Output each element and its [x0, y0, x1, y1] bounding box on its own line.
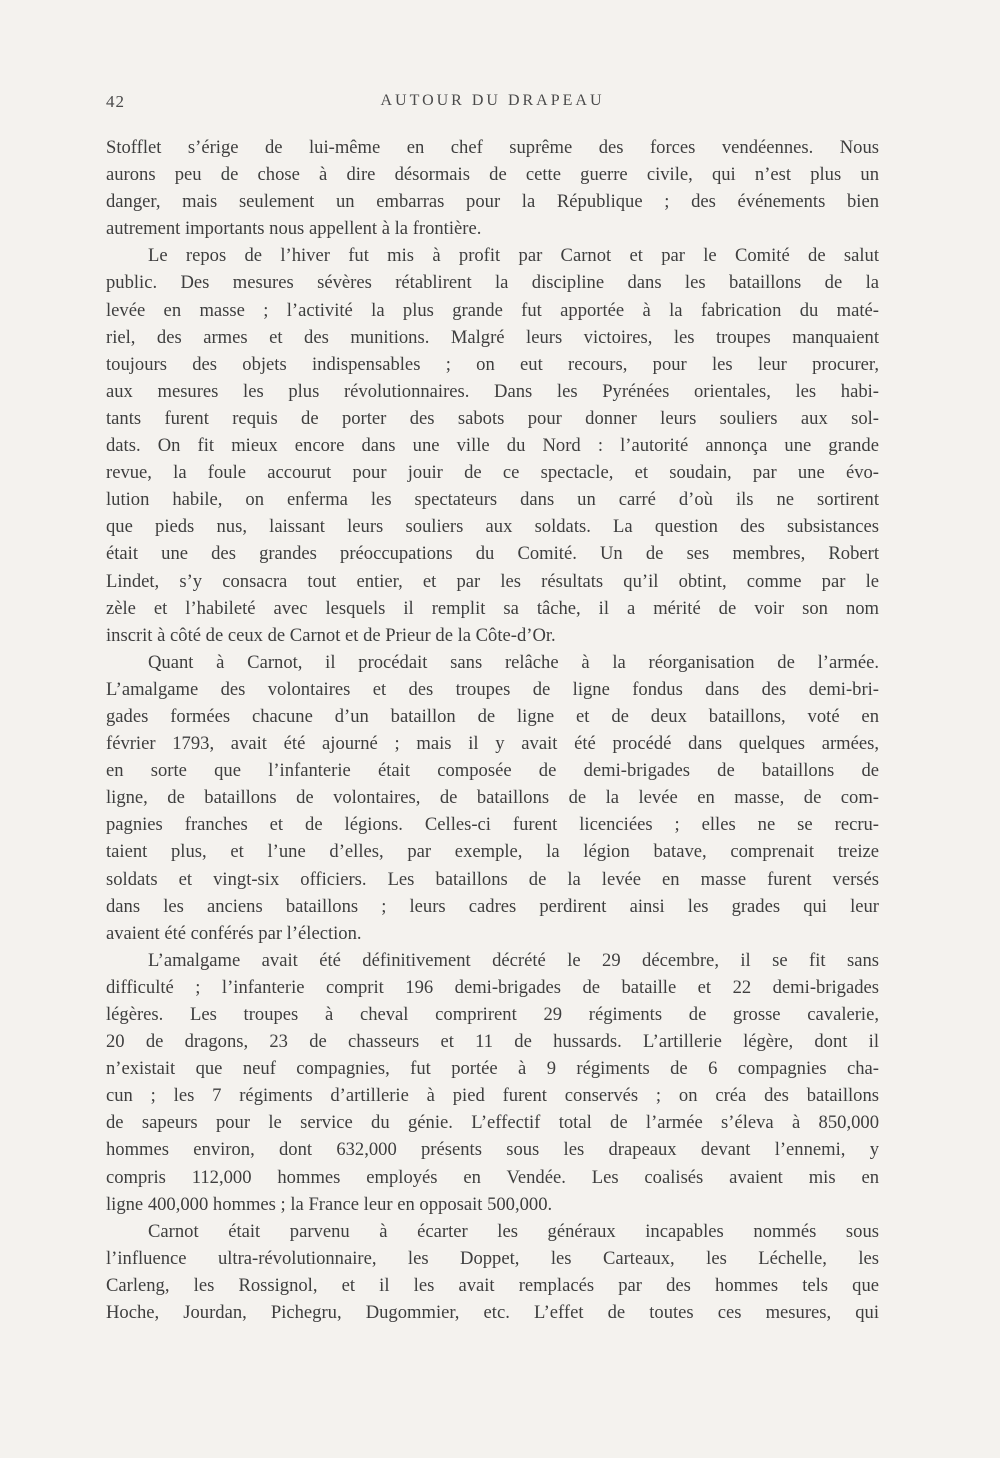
text-line: avaient été conférés par l’élection. [106, 922, 362, 944]
text-line: autrement importants nous appellent à la frontière. [106, 218, 482, 240]
text-line: Carleng, les Rossignol, et il les avait remplacés par des hommes tels que [106, 1274, 879, 1296]
text-line: Stofflet s’érige de lui-même en chef suprême des forces vendéennes. Nous [106, 137, 879, 158]
text-line: danger, mais seulement un embarras pour la République ; des événements bien [106, 191, 879, 213]
text-line: que pieds nus, laissant leurs souliers aux soldats. La question des subsistances [106, 516, 879, 538]
text-line: revue, la foule accourut pour jouir de ce spectacle, et soudain, par une évo- [106, 462, 879, 484]
paragraph [106, 649, 879, 947]
text-line: public. Des mesures sévères rétablirent la discipline dans les bataillons de la [106, 272, 879, 294]
text-line: était une des grandes préoccupations du Comité. Un de ses membres, Robert [106, 543, 879, 565]
text-line: toujours des objets indispensables ; on eut recours, pour les leur procurer, [106, 353, 879, 375]
text-line: lution habile, on enferma les spectateurs dans un carré d’où ils ne sortirent [106, 489, 879, 511]
paragraph [106, 1218, 879, 1326]
text-line: zèle et l’habileté avec lesquels il remplit sa tâche, il a mérité de voir son nom [106, 597, 879, 619]
text-line: aurons peu de chose à dire désormais de cette guerre civile, qui n’est plus un [106, 164, 879, 186]
body-text [106, 134, 879, 1326]
text-line: inscrit à côté de ceux de Carnot et de Prieur de la Côte-d’Or. [106, 624, 556, 646]
text-line: en sorte que l’infanterie était composée de demi-brigades de bataillons de [106, 760, 879, 782]
text-line: aux mesures les plus révolutionnaires. Dans les Pyrénées orientales, les habi- [106, 380, 879, 402]
paragraph [106, 242, 879, 648]
paragraph [106, 947, 879, 1218]
text-line: ligne 400,000 hommes ; la France leur en opposait 500,000. [106, 1193, 553, 1215]
text-line: levée en masse ; l’activité la plus grande fut apportée à la fabrication du maté- [106, 299, 879, 321]
text-line: difficulté ; l’infanterie comprit 196 demi-brigades de bataille et 22 demi-brigades [106, 976, 879, 998]
text-line: Carnot était parvenu à écarter les généraux incapables nommés sous [148, 1220, 879, 1242]
text-line: ligne, de bataillons de volontaires, de bataillons de la levée en masse, de com- [106, 787, 879, 809]
text-line: hommes environ, dont 632,000 présents sous les drapeaux devant l’ennemi, y [106, 1139, 879, 1161]
text-line: dans les anciens bataillons ; leurs cadres perdirent ainsi les grades qui leur [106, 895, 879, 917]
running-head [106, 92, 879, 116]
text-line: Quant à Carnot, il procédait sans relâche à la réorganisation de l’armée. [148, 651, 879, 673]
page-number: 42 [106, 92, 125, 111]
text-line: riel, des armes et des munitions. Malgré leurs victoires, les troupes manquaient [106, 326, 879, 348]
text-line: cun ; les 7 régiments d’artillerie à pied furent conservés ; on créa des bataillons [106, 1085, 879, 1107]
text-line: n’existait que neuf compagnies, fut portée à 9 régiments de 6 compagnies cha- [106, 1058, 879, 1080]
text-line: de sapeurs pour le service du génie. L’effectif total de l’armée s’éleva à 850,000 [106, 1112, 879, 1134]
running-title: AUTOUR DU DRAPEAU [380, 92, 605, 109]
text-line: Lindet, s’y consacra tout entier, et par les résultats qu’il obtint, comme par le [106, 570, 879, 592]
paragraph [106, 134, 879, 242]
text-line: dats. On fit mieux encore dans une ville du Nord : l’autorité annonça une grande [106, 435, 879, 457]
text-line: tants furent requis de porter des sabots pour donner leurs souliers aux sol- [106, 407, 879, 429]
text-line: légères. Les troupes à cheval comprirent 29 régiments de grosse cavalerie, [106, 1004, 879, 1025]
text-line: L’amalgame avait été définitivement décrété le 29 décembre, il se fit sans [148, 949, 879, 971]
text-line: février 1793, avait été ajourné ; mais il y avait été procédé dans quelques armées, [106, 733, 879, 755]
text-line: Hoche, Jourdan, Pichegru, Dugommier, etc. L’effet de toutes ces mesures, qui [106, 1302, 879, 1324]
text-line: 20 de dragons, 23 de chasseurs et 11 de hussards. L’artillerie légère, dont il [106, 1031, 879, 1053]
text-line: L’amalgame des volontaires et des troupes de ligne fondus dans des demi-bri- [106, 678, 879, 700]
text-line: compris 112,000 hommes employés en Vendée. Les coalisés avaient mis en [106, 1166, 879, 1188]
text-line: taient plus, et l’une d’elles, par exemple, la légion batave, comprenait treize [106, 841, 879, 863]
text-line: Le repos de l’hiver fut mis à profit par Carnot et par le Comité de salut [148, 245, 879, 267]
text-line: soldats et vingt-six officiers. Les bataillons de la levée en masse furent versés [106, 868, 879, 890]
text-line: gades formées chacune d’un bataillon de ligne et de deux bataillons, voté en [106, 705, 879, 727]
text-line: pagnies franches et de légions. Celles-ci furent licenciées ; elles ne se recru- [106, 814, 879, 836]
text-line: l’influence ultra-révolutionnaire, les Doppet, les Carteaux, les Léchelle, les [106, 1247, 879, 1269]
